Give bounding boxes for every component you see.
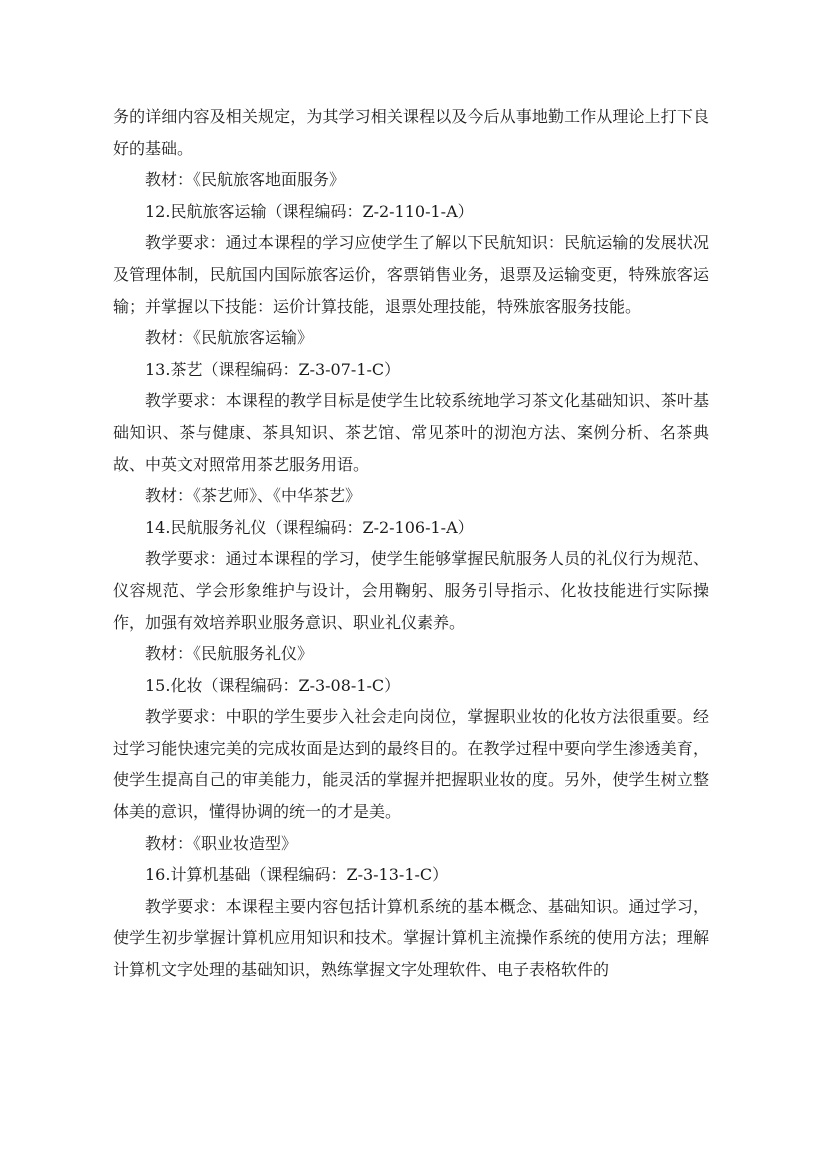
textbook-line: 教材：《民航旅客地面服务》 <box>145 170 346 190</box>
course-heading: 13.茶艺（课程编码：Z-3-07-1-C） <box>145 359 401 379</box>
course-heading: 12.民航旅客运输（课程编码：Z-2-110-1-A） <box>145 201 474 221</box>
textbook-line: 教材：《茶艺师》、《中华茶艺》 <box>145 486 362 506</box>
teaching-requirement: 教学要求：本课程主要内容包括计算机系统的基本概念、基础知识。通过学习，使学生初步掌握计算机应用知识和技术。掌握计算机主流操作系统的使用方法；理解计算机文字处理的基础知识，熟练掌握文字处理软件、电子表格软件的 <box>113 896 709 980</box>
course-heading: 16.计算机基础（课程编码：Z-3-13-1-C） <box>145 865 449 885</box>
document-body <box>113 101 709 986</box>
teaching-requirement: 教学要求：中职的学生要步入社会走向岗位，掌握职业妆的化妆方法很重要。经过学习能快速完美的完成妆面是达到的最终目的。在教学过程中要向学生渗透美育，使学生提高自己的审美能力，能灵活的掌握并把握职业妆的度。另外，使学生树立整体美的意识，懂得协调的统一的才是美。 <box>113 707 709 822</box>
textbook-line: 教材：《职业妆造型》 <box>145 833 298 853</box>
course-heading: 15.化妆（课程编码：Z-3-08-1-C） <box>145 675 401 695</box>
course-heading: 14.民航服务礼仪（课程编码：Z-2-106-1-A） <box>145 517 474 537</box>
textbook-line: 教材：《民航旅客运输》 <box>145 328 314 348</box>
teaching-requirement: 教学要求：通过本课程的学习应使学生了解以下民航知识：民航运输的发展状况及管理体制，民航国内国际旅客运价，客票销售业务，退票及运输变更，特殊旅客运输；并掌握以下技能：运价计算技能，退票处理技能，特殊旅客服务技能。 <box>113 233 709 316</box>
paragraph-intro-continuation: 务的详细内容及相关规定，为其学习相关课程以及今后从事地勤工作从理论上打下良好的基础。 <box>113 107 709 158</box>
textbook-line: 教材：《民航服务礼仪》 <box>145 644 314 664</box>
teaching-requirement: 教学要求：通过本课程的学习，使学生能够掌握民航服务人员的礼仪行为规范、仪容规范、学会形象维护与设计，会用鞠躬、服务引导指示、化妆技能进行实际操作，加强有效培养职业服务意识、职业礼仪素养。 <box>113 549 709 632</box>
teaching-requirement: 教学要求：本课程的教学目标是使学生比较系统地学习茶文化基础知识、茶叶基础知识、茶与健康、茶具知识、茶艺馆、常见茶叶的沏泡方法、案例分析、名茶典故、中英文对照常用茶艺服务用语。 <box>113 391 709 474</box>
